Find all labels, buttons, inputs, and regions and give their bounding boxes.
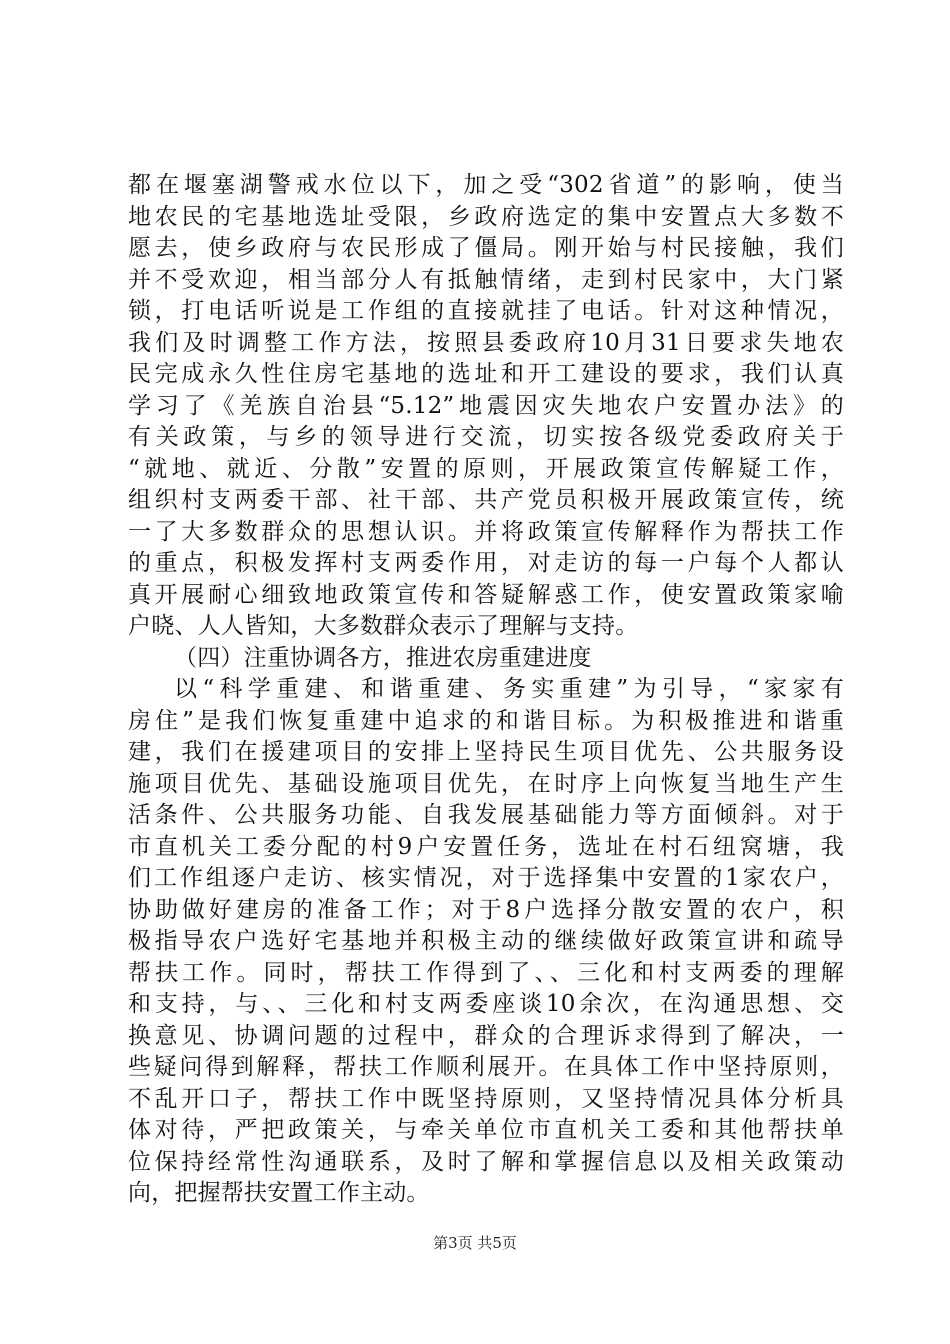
text-line: 不乱开口子，帮扶工作中既坚持原则，又坚持情况具体分析具	[128, 1085, 844, 1112]
text-line: 以“科学重建、和谐重建、务实重建”为引导，“家家有	[174, 676, 844, 702]
text-line: 真开展耐心细致地政策宣传和答疑解惑工作，使安置政策家喻	[128, 581, 844, 608]
text-line: 向，把握帮扶安置工作主动。	[128, 1180, 430, 1206]
text-line: 协助做好建房的准备工作；对于8户选择分散安置的农户，积	[128, 896, 844, 923]
body-text	[128, 170, 844, 1210]
text-line: 位保持经常性沟通联系，及时了解和掌握信息以及相关政策动	[128, 1148, 844, 1175]
text-line: 都在堰塞湖警戒水位以下，加之受“302省道”的影响，使当	[128, 172, 844, 198]
text-line: 的重点，积极发挥村支两委作用，对走访的每一户每个人都认	[128, 550, 844, 576]
text-line: 民完成永久性住房宅基地的选址和开工建设的要求，我们认真	[128, 361, 844, 387]
text-line: 些疑问得到解释，帮扶工作顺利展开。在具体工作中坚持原则，	[128, 1054, 844, 1080]
text-line: 我们及时调整工作方法，按照县委政府10月31日要求失地农	[128, 329, 844, 356]
text-line: 换意见、协调问题的过程中，群众的合理诉求得到了解决，一	[128, 1022, 844, 1049]
text-line: 活条件、公共服务功能、自我发展基础能力等方面倾斜。对于	[128, 802, 844, 828]
text-line: 并不受欢迎，相当部分人有抵触情绪，走到村民家中，大门紧	[128, 266, 844, 293]
text-line: 市直机关工委分配的村9户安置任务，选址在村石纽窝塘，我	[128, 833, 844, 860]
text-line: “就地、就近、分散”安置的原则，开展政策宣传解疑工作，	[128, 455, 844, 482]
text-line: 地农民的宅基地选址受限，乡政府选定的集中安置点大多数不	[128, 203, 844, 230]
text-line: 们工作组逐户走访、核实情况，对于选择集中安置的1家农户，	[128, 865, 844, 891]
text-line: 学习了《羌族自治县“5.12”地震因灾失地农户安置办法》的	[128, 392, 844, 419]
text-line: 组织村支两委干部、社干部、共产党员积极开展政策宣传，统	[128, 487, 844, 513]
text-line: 有关政策，与乡的领导进行交流，切实按各级党委政府关于	[128, 424, 844, 450]
text-line: 一了大多数群众的思想认识。并将政策宣传解释作为帮扶工作	[128, 518, 844, 545]
text-line: 帮扶工作。同时，帮扶工作得到了、、三化和村支两委的理解	[128, 959, 844, 986]
page-number-footer: 第3页 共5页	[433, 1234, 517, 1252]
text-line: 锁，打电话听说是工作组的直接就挂了电话。针对这种情况，	[128, 298, 844, 324]
text-line: 和支持，与、、三化和村支两委座谈10余次，在沟通思想、交	[128, 991, 844, 1017]
text-line: 施项目优先、基础设施项目优先，在时序上向恢复当地生产生	[128, 770, 844, 797]
section-heading: （四）注重协调各方，推进农房重建进度	[174, 644, 592, 671]
text-line: 极指导农户选好宅基地并积极主动的继续做好政策宣讲和疏导	[128, 928, 844, 954]
text-line: 体对待，严把政策关，与牵关单位市直机关工委和其他帮扶单	[128, 1117, 844, 1143]
text-line: 愿去，使乡政府与农民形成了僵局。刚开始与村民接触，我们	[128, 235, 844, 261]
text-line: 建，我们在援建项目的安排上坚持民生项目优先、公共服务设	[128, 739, 844, 765]
text-line: 户晓、人人皆知，大多数群众表示了理解与支持。	[128, 613, 639, 639]
text-line: 房住”是我们恢复重建中追求的和谐目标。为积极推进和谐重	[128, 707, 844, 734]
